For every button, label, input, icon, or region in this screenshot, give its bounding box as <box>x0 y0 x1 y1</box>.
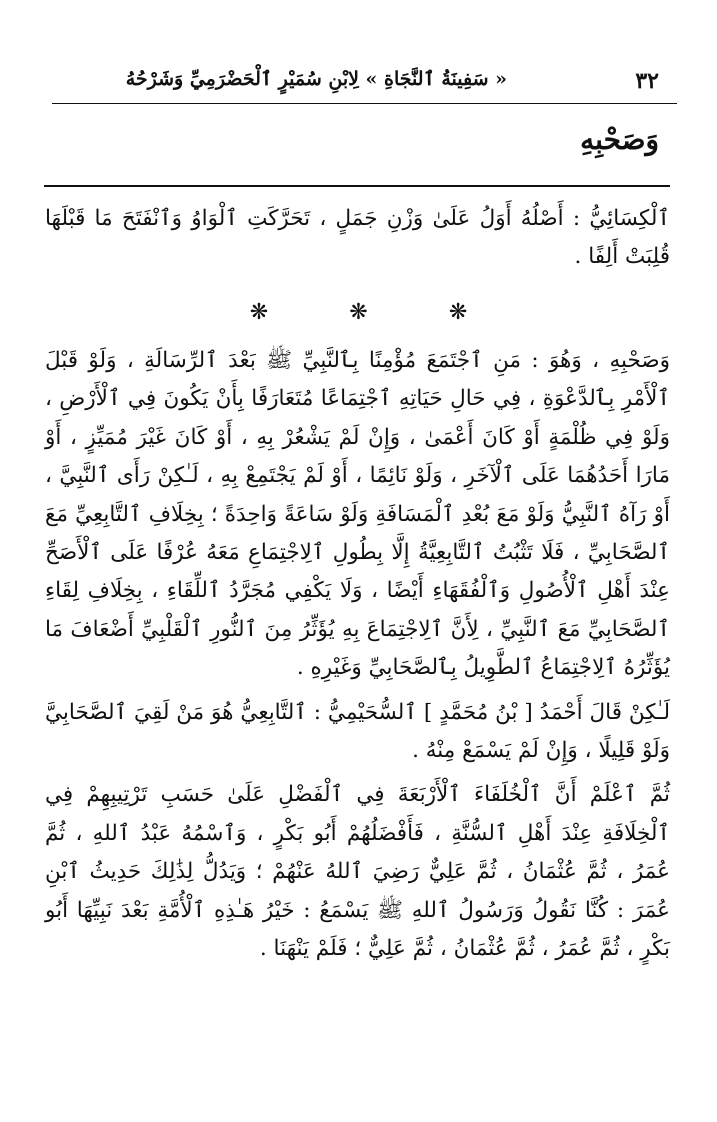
page-header <box>40 62 677 102</box>
matn-divider <box>44 185 670 187</box>
preceding-note <box>45 200 670 276</box>
section-separator <box>0 300 717 330</box>
paragraph: لَـٰكِنْ قَالَ أَحْمَدُ [ بْنُ مُحَمَّدٍ ] ٱلسُّحَيْمِيُّ : ٱلتَّابِعِيُّ هُوَ مَنْ لَقِيَ ٱلصَّحَابِيَّ وَلَوْ قَلِيلًا ، وَإِنْ لَمْ يَسْمَعْ مِنْهُ . <box>45 699 670 764</box>
separator-mark: ❋ <box>249 300 269 325</box>
page-number: ٣٢ <box>635 68 659 94</box>
header-divider <box>52 103 677 104</box>
separator-mark: ❋ <box>349 300 368 325</box>
paragraph: وَصَحْبِهِ ، وَهُوَ : مَنِ ٱجْتَمَعَ مُؤْمِنًا بِٱلنَّبِيِّ ﷺ بَعْدَ ٱلرِّسَالَةِ ، وَلَوْ قَبْلَ ٱلْأَمْرِ بِٱلدَّعْوَةِ ، فِي حَالِ حَيَاتِهِ ٱجْتِمَاعًا مُتَعَارَفًا بِأَنْ يَكُونَ فِي ٱلْأَرْضِ ، وَلَوْ فِي ظُلْمَةٍ أَوْ كَانَ أَعْمَىٰ ، وَإِنْ لَمْ يَشْعُرْ بِهِ ، أَوْ كَانَ غَيْرَ مُمَيِّزٍ ، أَوْ مَارَا أَحَدُهُمَا عَلَى ٱلْآخَرِ ، وَلَوْ نَائِمًا ، أَوْ لَمْ يَجْتَمِعْ بِهِ ، لَـٰكِنْ رَأَى ٱلنَّبِيَّ ، أَوْ رَآهُ ٱلنَّبِيُّ وَلَوْ مَعَ بُعْدِ ٱلْمَسَافَةِ وَلَوْ سَاعَةً وَاحِدَةً ؛ بِخِلَافِ ٱلتَّابِعِيِّ مَعَ ٱلصَّحَابِيِّ ، فَلَا تَثْبُتُ ٱلتَّابِعِيَّةُ إِلَّا بِطُولِ ٱلِاجْتِمَاعِ مَعَهُ عُرْفًا عَلَى ٱلْأَصَحِّ عِنْدَ أَهْلِ ٱلْأُصُولِ وَٱلْفُقَهَاءِ أَيْضًا ، وَلَا يَكْفِي مُجَرَّدُ ٱللِّقَاءِ ، بِخِلَافِ لِقَاءِ ٱلصَّحَابِيِّ مَعَ ٱلنَّبِيِّ ، لِأَنَّ ٱلِاجْتِمَاعَ بِهِ يُؤَثِّرُ مِنَ ٱلنُّورِ ٱلْقَلْبِيِّ أَضْعَافَ مَا يُؤَثِّرُهُ ٱلِاجْتِمَاعُ ٱلطَّوِيلُ بِٱلصَّحَابِيِّ وَغَيْرِهِ . <box>45 348 670 681</box>
running-title: « سَفِينَةُ ٱلنَّجَاةِ » لِابْنِ سُمَيْرٍ ٱلْحَضْرَمِيِّ وَشَرْحُهُ <box>125 68 507 90</box>
matn-text: وَصَحْبِهِ <box>580 123 659 156</box>
preceding-note-text: ٱلْكِسَائِيُّ : أَصْلُهُ أَوَلُ عَلَىٰ وَزْنِ جَمَلٍ ، تَحَرَّكَتِ ٱلْوَاوُ وَٱنْفَتَحَ مَا قَبْلَهَا قُلِبَتْ أَلِفًا . <box>45 206 670 270</box>
separator-mark: ❋ <box>448 300 468 325</box>
paragraph: ثُمَّ ٱعْلَمْ أَنَّ ٱلْخُلَفَاءَ ٱلْأَرْبَعَةَ فِي ٱلْفَضْلِ عَلَىٰ حَسَبِ تَرْتِيبِهِمْ فِي ٱلْخِلَافَةِ عِنْدَ أَهْلِ ٱلسُّنَّةِ ، فَأَفْضَلُهُمْ أَبُو بَكْرٍ ، وَٱسْمُهُ عَبْدُ ٱللهِ ، ثُمَّ عُمَرُ ، ثُمَّ عُثْمَانُ ، ثُمَّ عَلِيٌّ رَضِيَ ٱللهُ عَنْهُمْ ؛ وَيَدُلُّ لِذَٰلِكَ حَدِيثُ ٱبْنِ عُمَرَ : كُنَّا نَقُولُ وَرَسُولُ ٱللهِ ﷺ يَسْمَعُ : خَيْرُ هَـٰذِهِ ٱلْأُمَّةِ بَعْدَ نَبِيِّهَا أَبُو بَكْرٍ ، ثُمَّ عُمَرُ ، ثُمَّ عُثْمَانُ ، ثُمَّ عَلِيٌّ ؛ فَلَمْ يَنْهَنَا . <box>45 782 670 962</box>
commentary-body <box>45 342 670 975</box>
